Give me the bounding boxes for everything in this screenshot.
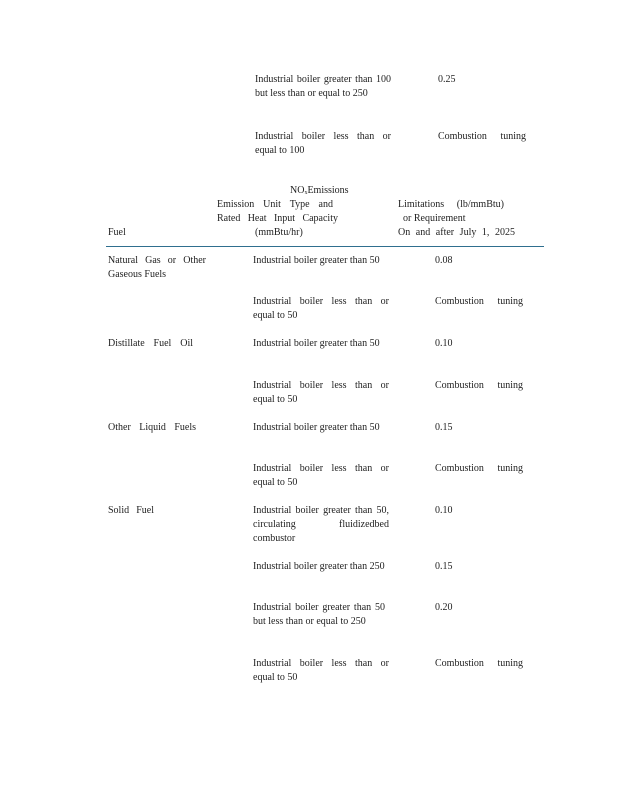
row-2-limit: Combustion tuning — [435, 296, 523, 307]
row-4-limit: Combustion tuning — [435, 380, 523, 391]
unit-type-header-line1: Emission Unit Type and — [217, 199, 333, 210]
limit-header-line3: On and after July 1, 2025 — [398, 227, 515, 238]
row-8-description: Industrial boiler greater than 250 — [253, 561, 385, 572]
row-9-limit: 0.20 — [435, 602, 453, 613]
row-10-description: Industrial boiler less than or equal to 50 — [253, 658, 389, 683]
row-3-description: Industrial boiler greater than 50 — [253, 338, 380, 349]
row-9-description: Industrial boiler greater than 50 but less than or equal to 250 — [253, 602, 385, 627]
row-1-limit: 0.08 — [435, 255, 453, 266]
top-row-1-description: Industrial boiler greater than 100 but less than or equal to 250 — [255, 74, 391, 99]
unit-type-header-line3: (mmBtu/hr) — [255, 227, 303, 238]
top-row-2-limit: Combustion tuning — [438, 131, 526, 142]
nox-emissions-heading — [290, 184, 349, 198]
limit-header-line2: or Requirement — [403, 213, 466, 224]
row-10-limit: Combustion tuning — [435, 658, 523, 669]
emissions-label: Emissions — [307, 185, 349, 196]
row-3-limit: 0.10 — [435, 338, 453, 349]
row-5-limit: 0.15 — [435, 422, 453, 433]
fuel-distillate-oil: Distillate Fuel Oil — [108, 338, 193, 349]
row-7-limit: 0.10 — [435, 505, 453, 516]
limit-header-line1: Limitations (lb/mmBtu) — [398, 199, 504, 210]
top-row-1-limit: 0.25 — [438, 74, 456, 85]
row-7-description: Industrial boiler greater than 50, circulating fluidizedbed combustor — [253, 505, 389, 544]
fuel-other-liquid: Other Liquid Fuels — [108, 422, 196, 433]
fuel-natural-gas: Natural Gas or Other Gaseous Fuels — [108, 255, 206, 280]
row-8-limit: 0.15 — [435, 561, 453, 572]
fuel-header: Fuel — [108, 227, 126, 238]
row-1-description: Industrial boiler greater than 50 — [253, 255, 380, 266]
nox-label: NO — [290, 185, 305, 196]
fuel-solid: Solid Fuel — [108, 505, 154, 516]
row-6-limit: Combustion tuning — [435, 463, 523, 474]
unit-type-header-line2: Rated Heat Input Capacity — [217, 213, 338, 224]
nox-subscript: x — [304, 190, 308, 196]
row-4-description: Industrial boiler less than or equal to 50 — [253, 380, 389, 405]
top-row-2-description: Industrial boiler less than or equal to 100 — [255, 131, 391, 156]
row-6-description: Industrial boiler less than or equal to 50 — [253, 463, 389, 488]
header-rule — [106, 246, 544, 247]
row-5-description: Industrial boiler greater than 50 — [253, 422, 380, 433]
row-2-description: Industrial boiler less than or equal to 50 — [253, 296, 389, 321]
